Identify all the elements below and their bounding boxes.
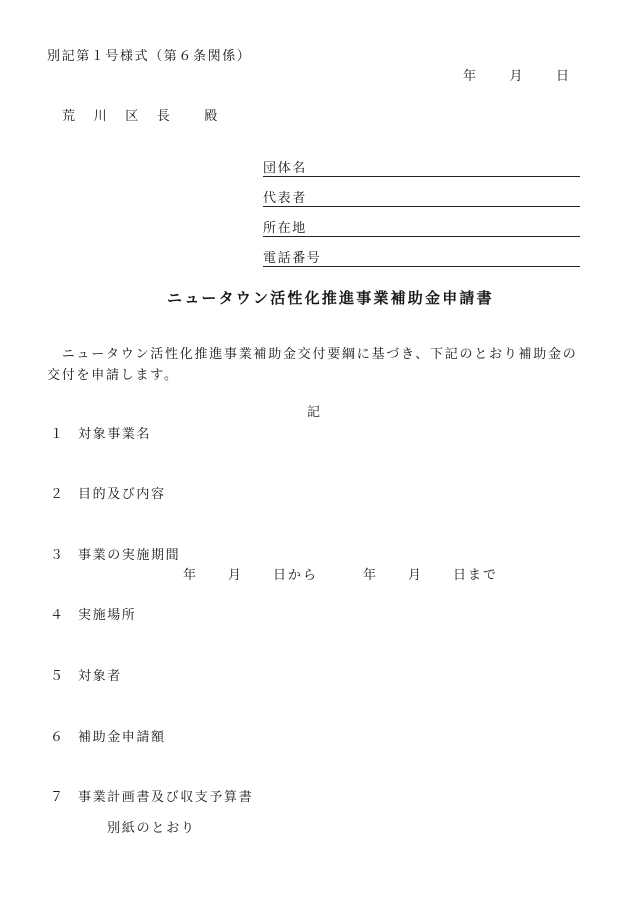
applicant-field-organization: [263, 161, 580, 177]
item-plan-and-budget: [50, 790, 253, 806]
item-requested-amount: [50, 730, 166, 746]
item-location: [50, 608, 136, 624]
field-label: 団体名: [263, 161, 307, 176]
item-number: １: [50, 427, 64, 442]
item-number: ５: [50, 669, 64, 684]
item-number: ３: [50, 548, 64, 563]
item-target-project: [50, 427, 151, 443]
document-title: ニュータウン活性化推進事業補助金申請書: [167, 289, 494, 307]
item-number: ２: [50, 487, 64, 502]
applicant-field-phone: [263, 251, 580, 267]
item-label: 補助金申請額: [78, 730, 166, 745]
body-text-line: ニュータウン活性化推進事業補助金交付要綱に基づき、下記のとおり補助金の: [47, 347, 578, 362]
item-purpose: [50, 487, 166, 503]
addressee: 荒 川 区 長 殿: [62, 109, 221, 124]
item-label: 対象者: [78, 669, 122, 684]
form-number: 別記第１号様式（第６条関係）: [47, 49, 252, 64]
item-label: 実施場所: [78, 608, 137, 623]
item-number: ４: [50, 608, 64, 623]
field-label: 電話番号: [263, 251, 322, 266]
item-target-audience: [50, 669, 122, 685]
body-text-line: 交付を申請します。: [47, 368, 179, 383]
item-label: 事業の実施期間: [78, 548, 181, 563]
item-number: ７: [50, 790, 64, 805]
item-period: [50, 548, 180, 564]
applicant-field-address: [263, 221, 580, 237]
period-date-range: 年 月 日から 年 月 日まで: [183, 568, 499, 583]
date-line: 年 月 日: [463, 69, 572, 84]
item-number: ６: [50, 730, 64, 745]
item-label: 目的及び内容: [78, 487, 166, 502]
item-label: 事業計画書及び収支予算書: [78, 790, 254, 805]
ki-heading: 記: [307, 405, 322, 420]
field-label: 代表者: [263, 191, 307, 206]
item-label: 対象事業名: [78, 427, 152, 442]
applicant-field-representative: [263, 191, 580, 207]
field-label: 所在地: [263, 221, 307, 236]
attachment-note: 別紙のとおり: [107, 821, 196, 836]
